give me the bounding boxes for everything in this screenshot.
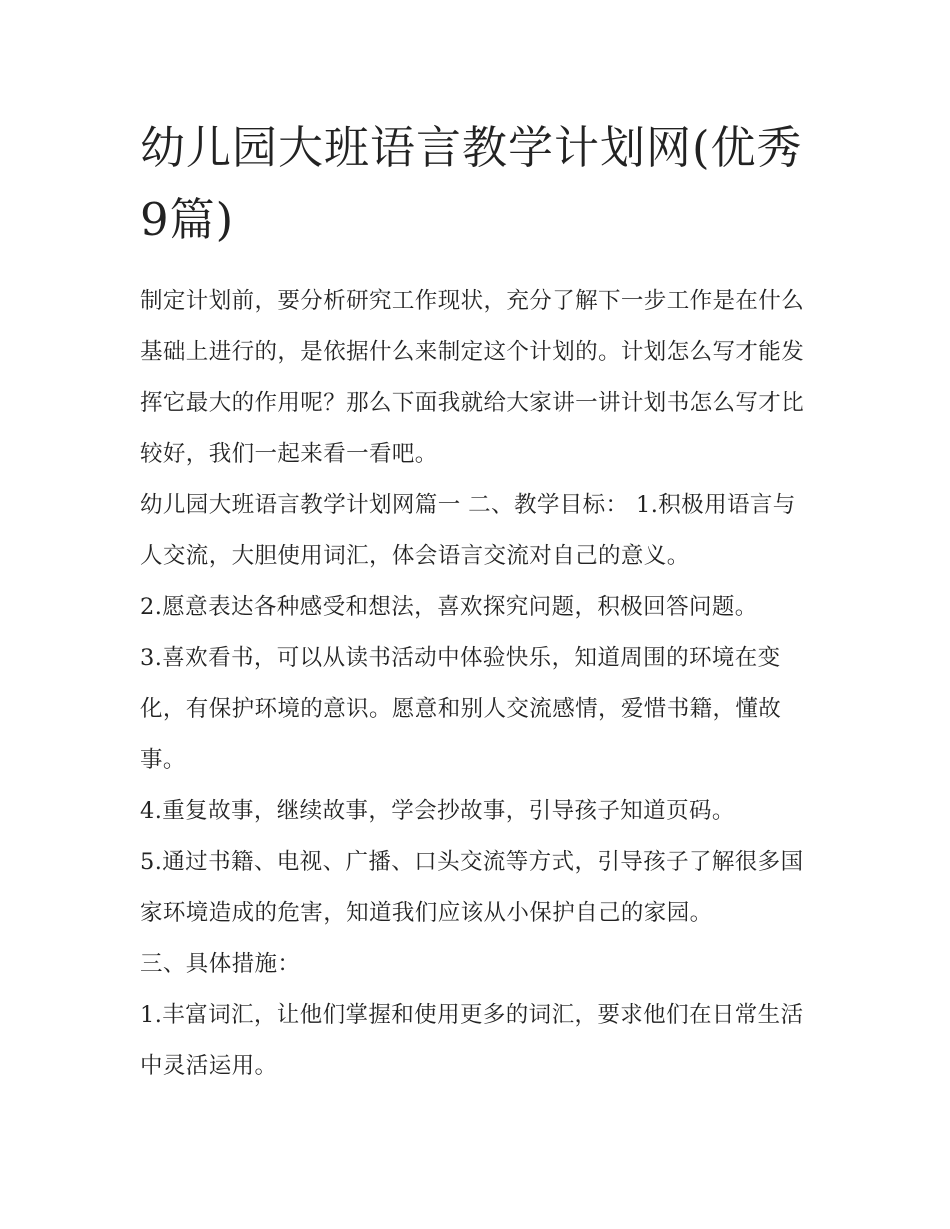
- section-teaching-goals-paragraph: 幼儿园大班语言教学计划网篇一 二、教学目标： 1.积极用语言与人交流，大胆使用词汇，体会语言交流对自己的意义。: [140, 492, 796, 569]
- measure-1-paragraph: 1.丰富词汇，让他们掌握和使用更多的词汇，要求他们在日常生活中灵活运用。: [140, 1002, 804, 1079]
- document-content: [140, 112, 815, 1092]
- intro-paragraph: 制定计划前，要分析研究工作现状，充分了解下一步工作是在什么基础上进行的，是依据什么来制定这个计划的。计划怎么写才能发挥它最大的作用呢？那么下面我就给大家讲一讲计划书怎么写才比较好，我们一起来看一看吧。: [140, 288, 805, 467]
- goal-5-paragraph: 5.通过书籍、电视、广播、口头交流等方式，引导孩子了解很多国家环境造成的危害，知道我们应该从小保护自己的家园。: [140, 849, 804, 926]
- goal-2-paragraph: 2.愿意表达各种感受和想法，喜欢探究问题，积极回答问题。: [140, 594, 758, 620]
- goal-3-paragraph: 3.喜欢看书，可以从读书活动中体验快乐，知道周围的环境在变化，有保护环境的意识。愿意和别人交流感情，爱惜书籍，懂故事。: [140, 645, 782, 773]
- section-measures-heading: 三、具体措施：: [140, 951, 301, 977]
- document-title: 幼儿园大班语言教学计划网(优秀9篇): [140, 121, 803, 246]
- goal-4-paragraph: 4.重复故事，继续故事，学会抄故事，引导孩子知道页码。: [140, 798, 735, 824]
